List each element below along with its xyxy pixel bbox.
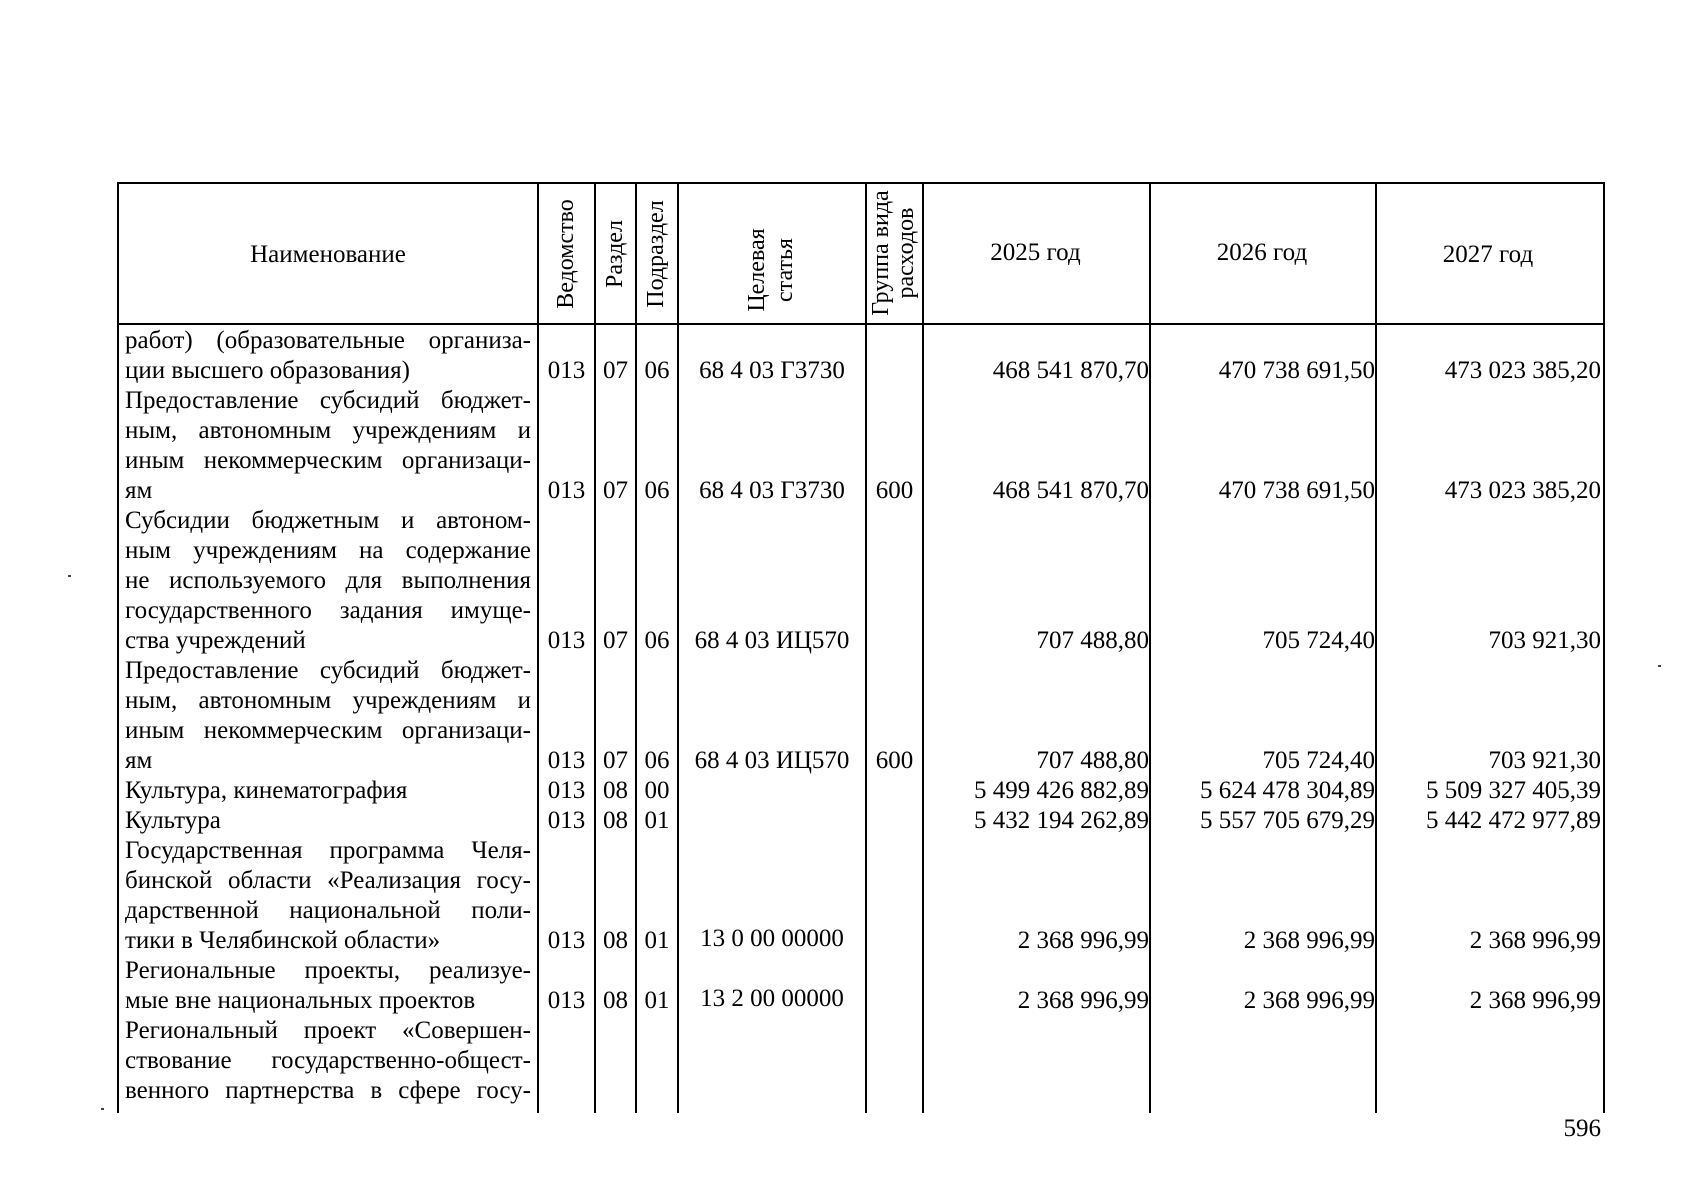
cell-celevaya: 13 0 00 00000 (700, 925, 844, 952)
cell-razdel: 08 (603, 927, 628, 954)
cell-2027: 5 442 472 977,89 (1426, 807, 1601, 834)
cell-podrazdel: 01 (644, 807, 670, 834)
cell-gruppa: 600 (875, 747, 914, 774)
cell-celevaya: 68 4 03 Г3730 (699, 477, 845, 504)
page-number: 596 (1563, 1115, 1601, 1142)
cell-podrazdel: 06 (644, 357, 670, 384)
cell-2025: 5 432 194 262,89 (974, 807, 1149, 834)
row-name: Культура, кинематография (125, 777, 408, 804)
cell-podrazdel: 01 (644, 927, 670, 954)
cell-2025: 2 368 996,99 (1017, 987, 1149, 1014)
cell-2026: 705 724,40 (1262, 627, 1375, 654)
cell-podrazdel: 00 (644, 777, 670, 804)
cell-razdel: 07 (603, 627, 628, 654)
cell-2027: 473 023 385,20 (1444, 357, 1601, 384)
cell-vedomstvo: 013 (547, 357, 586, 384)
cell-razdel: 08 (603, 987, 628, 1014)
header-celevaya-line2: статья (772, 238, 798, 302)
header-2025: 2025 год (990, 239, 1081, 266)
row-name: Предоставление субсидий бюджет- ным, автономным учреждениям и иным некоммерческим организаци- ям (125, 387, 531, 504)
header-2027: 2027 год (1442, 241, 1534, 268)
header-vedomstvo: Ведомство (553, 199, 579, 309)
header-gruppa-line1: Группа вида (868, 190, 894, 316)
cell-2026: 5 557 705 679,29 (1200, 807, 1375, 834)
cell-2027: 703 921,30 (1488, 747, 1601, 774)
cell-razdel: 08 (603, 777, 628, 804)
row-name: Региональные проекты, реализуе- мые вне национальных проектов (125, 957, 531, 1014)
cell-2026: 470 738 691,50 (1218, 477, 1375, 504)
cell-2026: 2 368 996,99 (1243, 927, 1375, 954)
cell-2027: 2 368 996,99 (1469, 927, 1601, 954)
row-name: работ) (образовательные организа- ции высшего образования) (125, 327, 531, 384)
row-name: Государственная программа Челя- бинской области «Реализация госу- дарственной национальной поли- тики в Челябинской области» (125, 837, 531, 954)
header-razdel: Раздел (602, 220, 628, 288)
header-celevaya-line1: Целевая (744, 228, 770, 312)
cell-vedomstvo: 013 (547, 777, 586, 804)
cell-podrazdel: 01 (644, 987, 670, 1014)
header-name: Наименование (250, 241, 406, 268)
row-name: Предоставление субсидий бюджет- ным, автономным учреждениям и иным некоммерческим организаци- ям (125, 657, 531, 774)
cell-podrazdel: 06 (644, 747, 670, 774)
cell-razdel: 07 (603, 747, 628, 774)
cell-2025: 468 541 870,70 (992, 477, 1149, 504)
cell-2026: 2 368 996,99 (1243, 987, 1375, 1014)
header-2026: 2026 год (1216, 239, 1308, 266)
cell-vedomstvo: 013 (547, 807, 586, 834)
cell-vedomstvo: 013 (547, 987, 586, 1014)
row-name: Культура (125, 807, 221, 834)
cell-2027: 473 023 385,20 (1444, 477, 1601, 504)
cell-celevaya: 13 2 00 00000 (700, 985, 844, 1012)
row-name: Региональный проект «Совершен- ствование государственно-общест- венного партнерства в сфере госу- (125, 1017, 531, 1104)
cell-podrazdel: 06 (644, 477, 670, 504)
cell-celevaya: 68 4 03 Г3730 (699, 357, 845, 384)
cell-vedomstvo: 013 (547, 927, 586, 954)
cell-2026: 705 724,40 (1262, 747, 1375, 774)
cell-2025: 707 488,80 (1036, 747, 1149, 774)
cell-2027: 703 921,30 (1488, 627, 1601, 654)
header-podrazdel: Подраздел (643, 200, 669, 308)
cell-razdel: 08 (603, 807, 628, 834)
scan-speck (1658, 665, 1661, 667)
cell-vedomstvo: 013 (547, 747, 586, 774)
budget-table (117, 182, 1605, 1113)
cell-razdel: 07 (603, 357, 628, 384)
scan-speck (101, 1108, 104, 1110)
cell-celevaya: 68 4 03 ИЦ570 (694, 747, 850, 774)
cell-2026: 470 738 691,50 (1218, 357, 1375, 384)
header-gruppa-line2: расходов (893, 207, 919, 299)
cell-2025: 707 488,80 (1036, 627, 1149, 654)
cell-gruppa: 600 (875, 477, 914, 504)
row-name: Субсидии бюджетным и автоном- ным учреждениям на содержание не используемого для выполнения государственного задания имуще- ства учреждений (125, 507, 531, 654)
cell-razdel: 07 (603, 477, 628, 504)
cell-2027: 2 368 996,99 (1469, 987, 1601, 1014)
scan-speck (68, 575, 71, 577)
cell-2027: 5 509 327 405,39 (1426, 777, 1601, 804)
cell-podrazdel: 06 (644, 627, 670, 654)
cell-2025: 468 541 870,70 (992, 357, 1149, 384)
cell-2025: 5 499 426 882,89 (974, 777, 1149, 804)
cell-celevaya: 68 4 03 ИЦ570 (694, 627, 850, 654)
cell-vedomstvo: 013 (547, 477, 586, 504)
cell-vedomstvo: 013 (547, 627, 586, 654)
cell-2025: 2 368 996,99 (1017, 927, 1149, 954)
cell-2026: 5 624 478 304,89 (1200, 777, 1375, 804)
